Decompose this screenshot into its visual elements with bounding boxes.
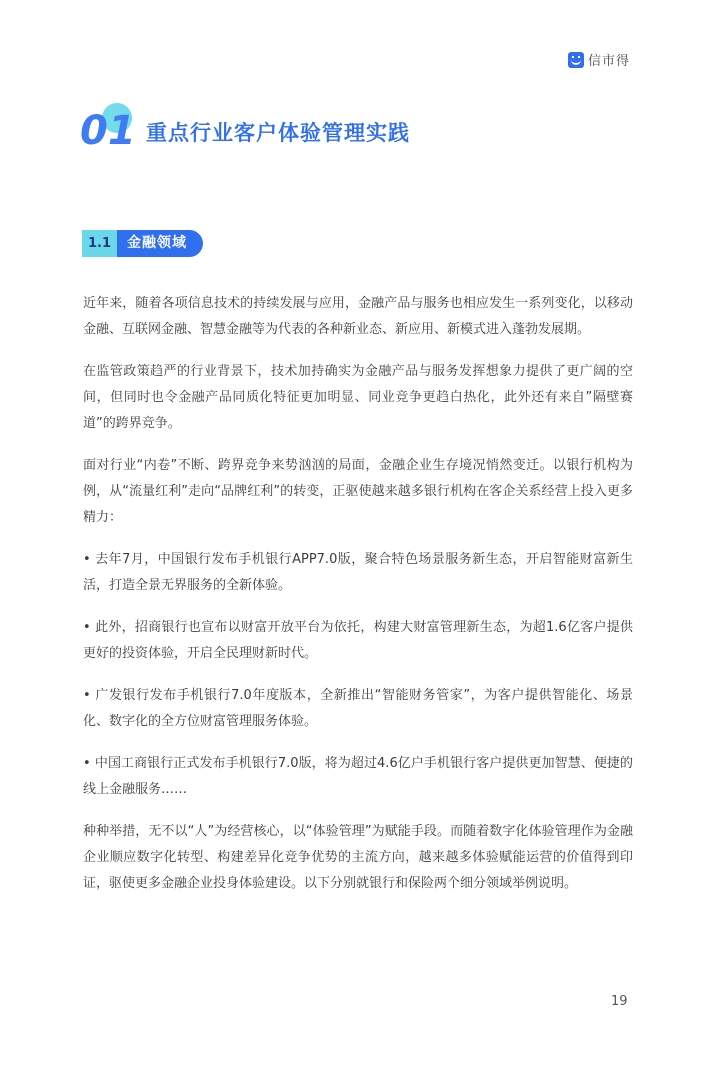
brand-logo [568, 50, 630, 69]
section-title: 金融领域 [117, 230, 203, 257]
bullet-cmb: • 此外，招商银行也宣布以财富开放平台为依托，构建大财富管理新生态，为超1.6亿客户提供更好的投资体验，开启全民理财新时代。 [83, 620, 633, 661]
bullet-boc: • 去年7月，中国银行发布手机银行APP7.0版，聚合特色场景服务新生态，开启智能财富新生活，打造全景无界服务的全新体验。 [83, 552, 633, 593]
section-heading [82, 230, 203, 257]
bullet-icbc: • 中国工商银行正式发布手机银行7.0版，将为超过4.6亿户手机银行客户提供更加智慧、便捷的线上金融服务…… [83, 756, 633, 797]
chapter-number: 01 [80, 108, 136, 154]
paragraph-intro: 近年来，随着各项信息技术的持续发展与应用，金融产品与服务也相应发生一系列变化，以移动金融、互联网金融、智慧金融等为代表的各种新业态、新应用、新模式进入蓬勃发展期。 [83, 296, 633, 337]
chapter-title: 重点行业客户体验管理实践 [146, 121, 410, 145]
chapter-heading [80, 103, 410, 161]
smiley-logo-icon [568, 52, 584, 68]
page-number: 19 [611, 994, 628, 1009]
chapter-number-badge [80, 103, 138, 161]
paragraph-competition: 面对行业“内卷”不断、跨界竞争来势汹汹的局面，金融企业生存境况悄然变迁。以银行机构为例，从“流量红利”走向“品牌红利”的转变，正驱使越来越多银行机构在客企关系经营上投入更多精力： [83, 458, 633, 525]
paragraph-conclusion: 种种举措，无不以“人”为经营核心，以“体验管理”为赋能手段。而随着数字化体验管理作为金融企业顺应数字化转型、构建差异化竞争优势的主流方向，越来越多体验赋能运营的价值得到印证，驱使更多金融企业投身体验建设。以下分别就银行和保险两个细分领域举例说明。 [83, 824, 633, 891]
logo-text: 信市得 [588, 54, 631, 69]
paragraph-regulation: 在监管政策趋严的行业背景下，技术加持确实为金融产品与服务发挥想象力提供了更广阔的空间，但同时也令金融产品同质化特征更加明显、同业竞争更趋白热化，此外还有来自”隔壁赛道”的跨界竞争。 [83, 364, 633, 431]
section-number: 1.1 [82, 230, 117, 257]
bullet-cgb: • 广发银行发布手机银行7.0年度版本，全新推出“智能财务管家”，为客户提供智能化、场景化、数字化的全方位财富管理服务体验。 [83, 688, 633, 729]
body-text [83, 291, 633, 913]
